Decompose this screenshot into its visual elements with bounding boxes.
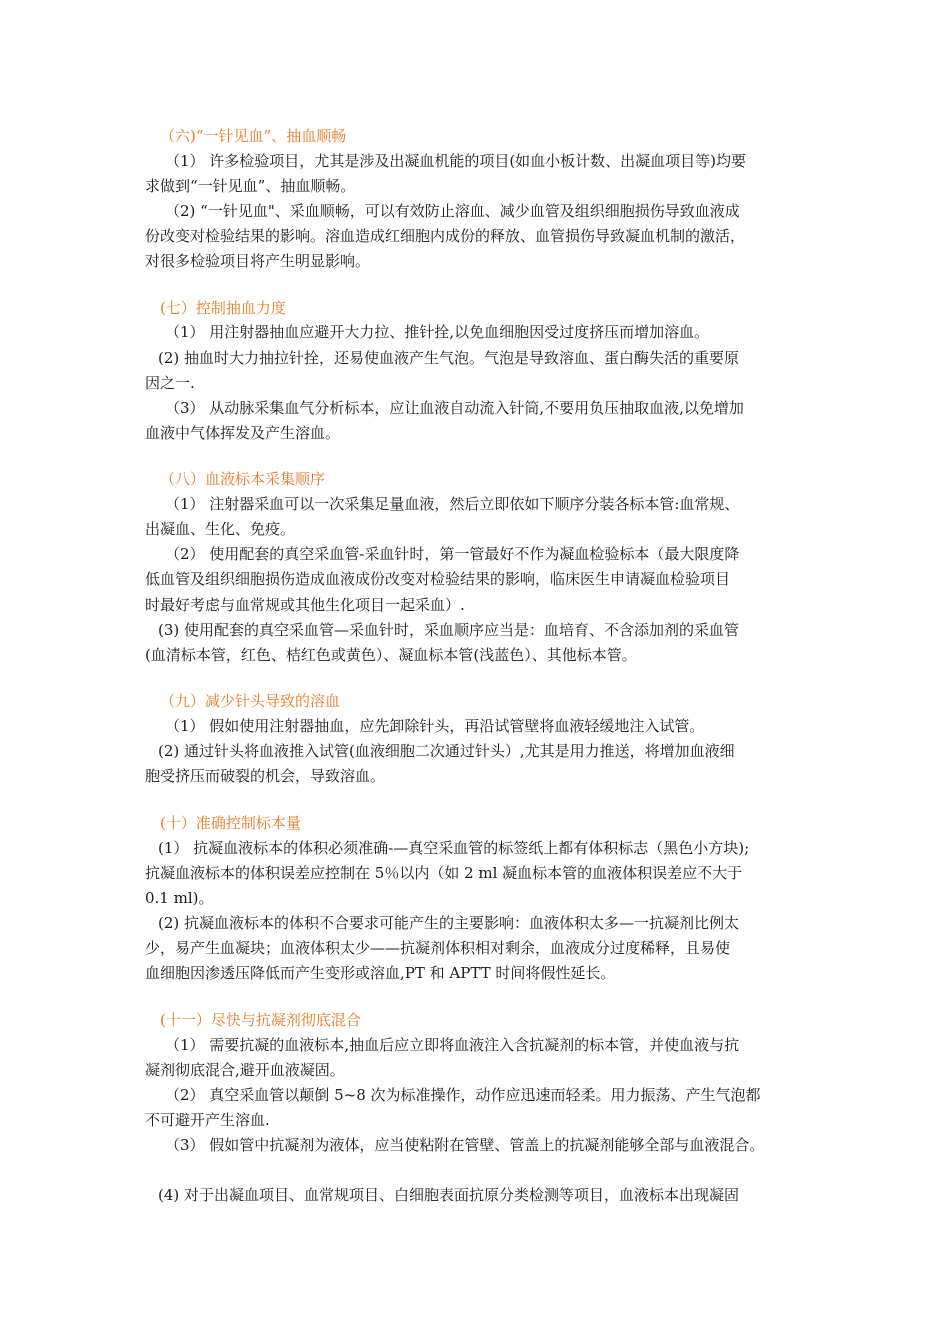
- section-7-line-3: 因之一.: [145, 374, 195, 392]
- section-10-line-1: (1） 抗凝血液标本的体积必须准确-—真空采血管的标签纸上都有体积标志（黑色小方块);: [158, 839, 750, 857]
- section-10-line-6: 血细胞因渗透压降低而产生变形或溶血,PT 和 APTT 时间将假性延长。: [145, 964, 616, 982]
- section-11-line-6: (4) 对于出凝血项目、血常规项目、白细胞表面抗原分类检测等项目，血液标本出现凝固: [158, 1186, 740, 1204]
- section-8-line-6: (3) 使用配套的真空采血管—采血针时，采血顺序应当是：血培育、不含添加剂的采血管: [158, 621, 740, 639]
- section-11-heading: (十一）尽快与抗凝剂彻底混合: [160, 1011, 361, 1029]
- section-11-line-3: （2） 真空采血管以颠倒 5~8 次为标准操作，动作应迅速而轻柔。用力振荡、产生气泡都: [165, 1086, 761, 1104]
- section-6-line-5: 对很多检验项目将产生明显影响。: [145, 252, 371, 270]
- section-11-line-2: 凝剂彻底混合,避开血液凝固。: [145, 1061, 345, 1079]
- section-11-line-5: （3） 假如管中抗凝剂为液体，应当使粘附在管壁、管盖上的抗凝剂能够全部与血液混合。: [165, 1136, 765, 1154]
- section-6-line-2: 求做到“一针见血”、抽血顺畅。: [145, 177, 356, 195]
- section-10-line-3: 0.1 ml)。: [145, 889, 214, 907]
- section-10-heading: (十）准确控制标本量: [160, 814, 301, 832]
- section-8-line-1: （1） 注射器采血可以一次采集足量血液，然后立即依如下顺序分装各标本管:血常规、: [165, 495, 740, 513]
- section-6-heading: （六)“一针见血”、抽血顺畅: [160, 127, 347, 145]
- section-6-line-1: （1） 许多检验项目，尤其是涉及出凝血机能的项目(如血小板计数、出凝血项目等)均要: [165, 152, 747, 170]
- section-9-heading: （九）减少针头导致的溶血: [160, 692, 341, 710]
- section-7-line-2: (2) 抽血时大力抽拉针拴，还易使血液产生气泡。气泡是导致溶血、蛋白酶失活的重要原: [158, 349, 740, 367]
- section-7-line-1: （1） 用注射器抽血应避开大力拉、推针拴,以免血细胞因受过度挤压而增加溶血。: [165, 323, 710, 341]
- section-9-line-2: (2) 通过针头将血液推入试管(血液细胞二次通过针头）,尤其是用力推送，将增加血液细: [158, 742, 735, 760]
- section-8-line-5: 时最好考虑与血常规或其他生化项目一起采血）.: [145, 596, 465, 614]
- section-10-line-5: 少，易产生血凝块；血液体积太少——抗凝剂体积相对剩余，血液成分过度稀释，且易使: [145, 939, 731, 957]
- section-11-line-1: （1） 需要抗凝的血液标本,抽血后应立即将血液注入含抗凝剂的标本管，并使血液与抗: [165, 1036, 740, 1054]
- section-10-line-4: (2) 抗凝血液标本的体积不合要求可能产生的主要影响：血液体积太多—一抗凝剂比例太: [158, 914, 740, 932]
- section-7-heading: (七）控制抽血力度: [160, 299, 286, 317]
- section-6-line-3: （2) “一针见血"、采血顺畅，可以有效防止溶血、减少血管及组织细胞损伤导致血液成: [165, 202, 740, 220]
- section-11-line-4: 不可避开产生溶血.: [145, 1111, 270, 1129]
- section-8-line-7: (血清标本管，红色、桔红色或黄色）、凝血标本管(浅蓝色）、其他标本管。: [145, 646, 637, 664]
- section-7-line-5: 血液中气体挥发及产生溶血。: [145, 424, 341, 442]
- section-8-line-3: （2） 使用配套的真空采血管-采血针时，第一管最好不作为凝血检验标本（最大限度降: [165, 545, 740, 563]
- section-8-line-2: 出凝血、生化、免疫。: [145, 520, 296, 538]
- section-8-line-4: 低血管及组织细胞损伤造成血液成份改变对检验结果的影响，临床医生申请凝血检验项目: [145, 570, 731, 588]
- section-8-heading: （八）血液标本采集顺序: [160, 470, 326, 488]
- section-6-line-4: 份改变对检验结果的影响。溶血造成红细胞内成份的释放、血管损伤导致凝血机制的激活，: [145, 227, 746, 245]
- section-9-line-3: 胞受挤压而破裂的机会，导致溶血。: [145, 767, 386, 785]
- section-9-line-1: （1） 假如使用注射器抽血，应先卸除针头，再沿试管壁将血液轻缓地注入试管。: [165, 717, 705, 735]
- section-7-line-4: （3） 从动脉采集血气分析标本，应让血液自动流入针筒,不要用负压抽取血液,以免增加: [165, 399, 744, 417]
- section-10-line-2: 抗凝血液标本的体积误差应控制在 5％以内（如 2 ml 凝血标本管的血液体积误差应不大于: [145, 864, 743, 882]
